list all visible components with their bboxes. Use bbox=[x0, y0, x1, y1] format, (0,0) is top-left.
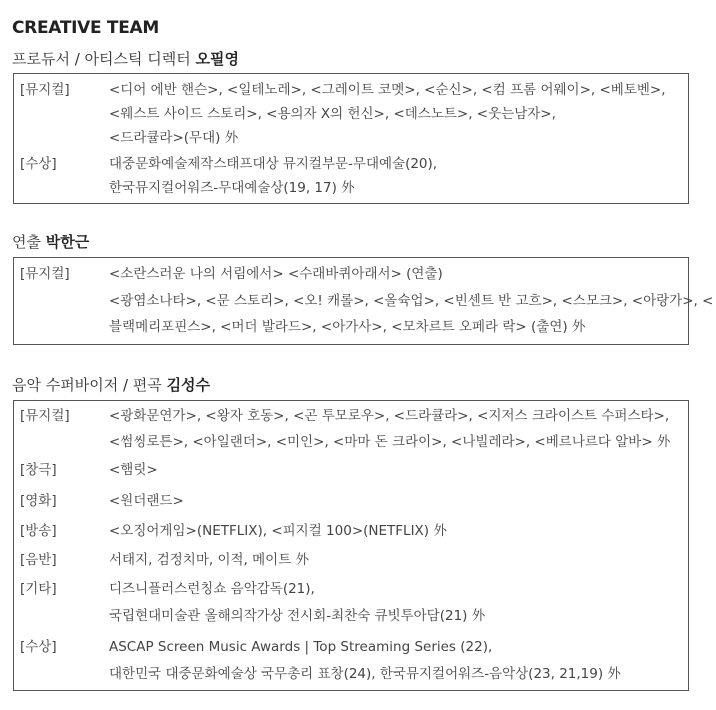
category-label: [음반] bbox=[20, 552, 57, 568]
credit-line: 서태지, 검정치마, 이적, 메이트 外 bbox=[109, 552, 310, 568]
person-name: 박한근 bbox=[45, 233, 90, 251]
role-label: 음악 수퍼바이저 / 편곡 bbox=[12, 376, 162, 394]
credit-row bbox=[14, 152, 688, 200]
category-label: [영화] bbox=[20, 493, 57, 509]
category-label: [뮤지컬] bbox=[20, 408, 70, 424]
credit-line: <디어 에반 핸슨>, <일테노레>, <그레이트 코멧>, <순신>, <컴 프롬 어웨이>, <베토벤>, bbox=[109, 82, 666, 98]
person-name: 오필영 bbox=[195, 50, 240, 68]
role-label: 프로듀서 / 아티스틱 디렉터 bbox=[12, 50, 191, 68]
credit-row bbox=[14, 634, 688, 688]
category-label: [뮤지컬] bbox=[20, 82, 70, 98]
credit-line: 디즈니플러스런칭쇼 음악감독(21), bbox=[109, 581, 315, 597]
credit-line: <원더랜드> bbox=[109, 493, 184, 509]
category-label: [기타] bbox=[20, 581, 57, 597]
credit-row bbox=[14, 403, 688, 457]
category-label: [뮤지컬] bbox=[20, 266, 70, 282]
credit-line: 국립현대미술관 올해의작가상 전시회-최찬숙 큐빗투아담(21) 外 bbox=[109, 608, 486, 624]
credit-values bbox=[109, 634, 682, 688]
credit-line: <드라큘라>(무대) 外 bbox=[109, 130, 239, 146]
credit-row bbox=[14, 488, 688, 518]
credit-line: <광염소나타>, <문 스토리>, <오! 캐롤>, <올슉업>, <빈센트 반 고흐>, <스모크>, <아랑가>, < bbox=[109, 292, 714, 309]
category-label: [방송] bbox=[20, 523, 57, 539]
credit-values bbox=[109, 261, 714, 341]
section-heading-director bbox=[12, 231, 89, 252]
credit-row bbox=[14, 547, 688, 576]
person-name: 김성수 bbox=[166, 376, 211, 394]
credit-line: <오징어게임>(NETFLIX), <피지컬 100>(NETFLIX) 外 bbox=[109, 523, 447, 539]
credit-row bbox=[14, 576, 688, 634]
category-label: [수상] bbox=[20, 156, 57, 172]
credit-row bbox=[14, 78, 688, 150]
credit-values bbox=[109, 488, 682, 514]
category-label: [수상] bbox=[20, 639, 57, 655]
credit-row bbox=[14, 457, 688, 488]
credit-row bbox=[14, 261, 714, 341]
credit-values bbox=[109, 518, 682, 544]
section-heading-producer bbox=[12, 48, 239, 69]
credit-values bbox=[109, 403, 682, 455]
credit-line: <썸씽로튼>, <아일랜더>, <미인>, <마마 돈 크라이>, <나빌레라>, <베르나르다 알바> 外 bbox=[109, 434, 671, 450]
credit-row bbox=[14, 518, 688, 547]
credits-box-producer bbox=[13, 73, 689, 204]
credit-values bbox=[109, 547, 682, 573]
credit-line: 블랙메리포핀스>, <머더 발라드>, <아가사>, <모차르트 오페라 락> (출연) 外 bbox=[109, 319, 586, 335]
credits-box-music bbox=[13, 400, 689, 691]
role-label: 연출 bbox=[12, 233, 41, 251]
credits-box-director bbox=[13, 257, 714, 345]
category-label: [창극] bbox=[20, 462, 57, 478]
credit-values bbox=[109, 576, 682, 630]
section-heading-music bbox=[12, 374, 210, 395]
credit-values bbox=[109, 152, 682, 200]
credit-values bbox=[109, 78, 682, 150]
credit-line: 대한민국 대중문화예술상 국무총리 표창(24), 한국뮤지컬어워즈-음악상(23, 21,19) 外 bbox=[109, 666, 621, 682]
credit-line: 대중문화예술제작스태프대상 뮤지컬부문-무대예술(20), bbox=[109, 156, 438, 172]
page-title: CREATIVE TEAM bbox=[12, 18, 160, 38]
credit-line: <웨스트 사이드 스토리>, <용의자 X의 헌신>, <데스노트>, <웃는남자>, bbox=[109, 106, 556, 122]
credit-line: <햄릿> bbox=[109, 462, 158, 478]
credit-line: <광화문연가>, <왕자 호동>, <곤 투모로우>, <드라큘라>, <지저스 크라이스트 수퍼스타>, bbox=[109, 408, 670, 424]
credit-line: ASCAP Screen Music Awards | Top Streaming Series (22), bbox=[109, 639, 493, 655]
credit-line: <소란스러운 나의 서림에서> <수래바퀴아래서> (연출) bbox=[109, 266, 443, 282]
credit-line: 한국뮤지컬어워즈-무대예술상(19, 17) 外 bbox=[109, 180, 355, 196]
credit-values bbox=[109, 457, 682, 483]
